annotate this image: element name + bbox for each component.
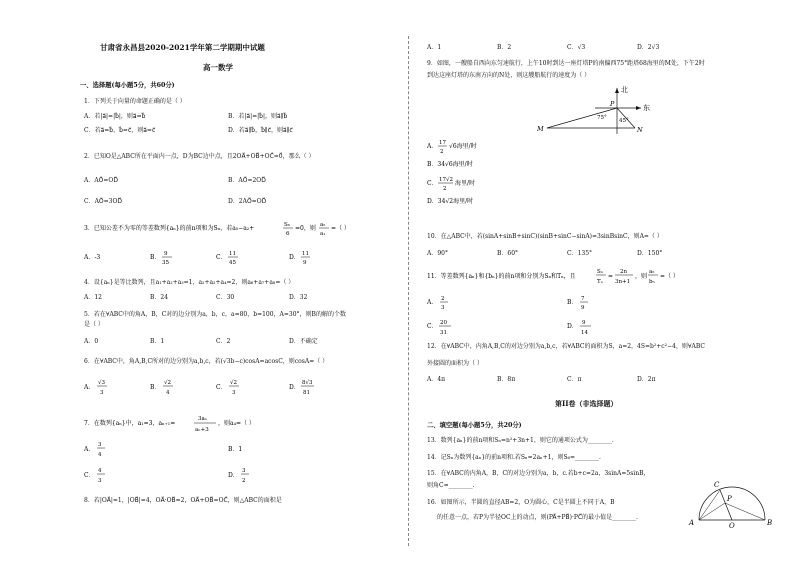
- svg-text:，则a₄=（ ）: ，则a₄=（ ）: [218, 420, 255, 427]
- svg-text:3: 3: [98, 478, 102, 484]
- svg-text:a₁: a₁: [320, 231, 326, 237]
- svg-text:B．34√6海里/时: B．34√6海里/时: [427, 161, 473, 168]
- q15-text-2: 则角C=________.: [427, 482, 475, 489]
- q5-option-a: A．0: [84, 338, 99, 345]
- svg-text:11．等差数列{aₙ}和{bₙ}的前n项和分别为Sₙ和Tₙ，: 11．等差数列{aₙ}和{bₙ}的前n项和分别为Sₙ和Tₙ，且: [427, 273, 576, 280]
- q12-stem-2: 外接圆的面积为（ ）: [427, 360, 483, 367]
- q1-option-c: C．若a⃗=b⃗，b⃗=c⃗，则a⃗=c⃗: [84, 127, 156, 134]
- svg-text:17: 17: [439, 140, 446, 146]
- svg-text:11: 11: [302, 251, 309, 257]
- svg-text:4: 4: [166, 390, 170, 396]
- svg-text:√6海里/时: √6海里/时: [449, 143, 477, 150]
- svg-text:4: 4: [98, 468, 102, 474]
- semicircle: [699, 487, 765, 520]
- q3-stem: [84, 218, 414, 238]
- svg-text:√3: √3: [98, 380, 106, 386]
- svg-text:C．: C．: [216, 384, 227, 391]
- north-arrow-icon: [615, 88, 619, 93]
- svg-text:D．: D．: [567, 323, 578, 330]
- svg-text:√2: √2: [164, 380, 172, 386]
- svg-text:20: 20: [440, 320, 447, 326]
- svg-text:45: 45: [229, 260, 236, 266]
- point-b-label: B: [767, 519, 773, 527]
- subject-title: 高一数学: [203, 63, 233, 72]
- svg-text:A．: A．: [427, 143, 438, 150]
- svg-text:aₙ+3: aₙ+3: [195, 427, 209, 433]
- q11-options: [427, 292, 727, 342]
- q1-stem: 1．下列关于向量的命题正确的是（ ）: [84, 98, 186, 105]
- svg-text:S₆: S₆: [284, 222, 290, 228]
- section-heading: 一、选择题(每小题5分，共60分): [80, 82, 175, 89]
- part2-heading: 第II卷（非选择题）: [555, 399, 618, 408]
- svg-text:a₅: a₅: [320, 222, 326, 228]
- svg-text:A．-3: A．-3: [84, 254, 101, 261]
- point-a-label: A: [689, 519, 695, 527]
- q5-stem-2: 是（ ）: [84, 321, 104, 328]
- svg-text:海里/时: 海里/时: [455, 180, 476, 187]
- svg-text:3: 3: [232, 390, 236, 396]
- q8-option-c: C．√3: [567, 44, 586, 51]
- q13-text: 13．数列{aₙ}的前n项和Sₙ=n²+3n+1，则它的通项公式为________.: [427, 437, 614, 444]
- svg-text:2n: 2n: [620, 269, 628, 275]
- svg-text:2: 2: [242, 478, 246, 484]
- q2-option-c: C．AO⃗=3OD⃗: [84, 198, 123, 205]
- angle-45-label: 45°: [619, 118, 629, 124]
- svg-text:8√3: 8√3: [302, 380, 313, 386]
- svg-text:Sₙ: Sₙ: [597, 269, 604, 275]
- point-c-label: C: [714, 481, 720, 489]
- q12-option-d: D．2π: [637, 376, 656, 383]
- svg-text:31: 31: [440, 330, 447, 336]
- q8-stem: 8．若|OA⃗|=1，|OB⃗|=4，OA⃗·OB⃗=2，OA⃗+OB⃗=OC⃗，则△ABC的面积是: [84, 497, 282, 504]
- angle-75-label: 75°: [597, 115, 607, 121]
- svg-text:=: =: [608, 273, 614, 280]
- q12-option-b: B．8π: [497, 376, 516, 383]
- svg-text:3: 3: [242, 468, 246, 474]
- svg-text:B．: B．: [567, 299, 578, 306]
- left-column: [78, 0, 448, 562]
- q9-stem: 9．如图，一艘船自西向东匀速航行，上午10时到达一座灯塔P的南偏西75°距塔68海里的M处，下午2时: [427, 60, 705, 67]
- svg-text:2: 2: [443, 186, 447, 192]
- q5-stem: 5．若在∀ABC中的角A，B，C对的边分别为a，b，c，a=80，b=100，A=30°，则B的解的个数: [84, 311, 346, 318]
- svg-text:√2: √2: [230, 380, 238, 386]
- svg-text:7: 7: [581, 296, 585, 302]
- q7-options-row1: [84, 438, 414, 460]
- east-arrow-icon: [636, 106, 641, 110]
- q9-options: [427, 136, 627, 216]
- svg-text:3．已知公差不为零的等差数列{aₙ}的前n项和为Sₙ，若a₅: 3．已知公差不为零的等差数列{aₙ}的前n项和为Sₙ，若a₅−a₂+: [84, 225, 255, 232]
- point-p-label: P: [727, 495, 732, 503]
- q5-option-d: D．不确定: [289, 338, 318, 345]
- svg-text:=0，则: =0，则: [295, 225, 316, 232]
- svg-text:14: 14: [581, 330, 588, 336]
- q2-option-d: D．2AO⃗=OD⃗: [228, 198, 267, 205]
- q2-stem: 2．已知O是△ABC所在平面内一点，D为BC边中点，且2OA⃗+OB⃗+OC⃗=0⃗，那么（ ）: [84, 153, 315, 160]
- point-o-label: O: [729, 522, 735, 528]
- q16-text-2: 的任意一点，若P为半径OC上的动点，则(PA⃗+PB⃗)·PC⃗的最小值是________.: [437, 514, 639, 521]
- svg-text:=（ ）: =（ ）: [660, 273, 679, 280]
- q6-stem: 6．在∀ABC中，角A,B,C所对的边分别为a,b,c，若(√3b−c)cosA=acosC，则cosA=（ ）: [84, 358, 329, 365]
- right-column: [425, 0, 794, 562]
- svg-text:C．: C．: [216, 254, 227, 261]
- q12-option-c: C．π: [567, 376, 582, 383]
- q8-option-b: B．2: [497, 44, 512, 51]
- point-n-label: N: [637, 126, 643, 134]
- q4-stem: 4．设{aₙ}是等比数列，且a₁+a₂+a₃=1，a₂+a₃+a₄=2，则a₆+a₇+a₈=（ ）: [84, 279, 295, 286]
- svg-text:11: 11: [229, 251, 236, 257]
- svg-text:3n+1: 3n+1: [615, 279, 631, 285]
- svg-text:A．: A．: [84, 384, 95, 391]
- svg-text:81: 81: [303, 390, 310, 396]
- svg-text:a₅: a₅: [649, 269, 655, 275]
- q16-figure: [687, 476, 777, 528]
- q9-figure: [535, 84, 695, 136]
- svg-text:D．: D．: [289, 254, 300, 261]
- svg-text:3: 3: [98, 442, 102, 448]
- q5-option-b: B．1: [150, 338, 165, 345]
- q9-stem-2: 到达这座灯塔的东南方向的N处，则这艘船航行的速度为（ ）: [427, 72, 591, 79]
- q1-option-a: A．若|a⃗|=|b⃗|，则a⃗=b⃗: [84, 113, 146, 120]
- svg-text:35: 35: [162, 260, 169, 266]
- svg-text:9: 9: [581, 305, 585, 311]
- q8-option-d: D．2√3: [637, 44, 660, 51]
- svg-text:b₅: b₅: [649, 279, 655, 285]
- svg-text:7．在数列{aₙ}中，a₁=3，aₙ₊₁=: 7．在数列{aₙ}中，a₁=3，aₙ₊₁=: [84, 420, 176, 427]
- svg-text:C．: C．: [427, 323, 438, 330]
- q4-option-a: A．12: [84, 294, 102, 301]
- q10-option-b: B．60°: [497, 250, 519, 257]
- q15-text: 15．在∀ABC的内角A，B，C的对边分别为a，b，c.若b+c=2a，3sinA=5sinB，: [427, 470, 650, 477]
- point-m-label: M: [537, 125, 544, 133]
- svg-text:B．: B．: [150, 384, 161, 391]
- svg-text:3aₙ: 3aₙ: [198, 416, 208, 422]
- svg-text:B．: B．: [150, 254, 161, 261]
- svg-text:A．: A．: [84, 446, 95, 453]
- svg-text:2: 2: [441, 296, 445, 302]
- svg-text:A．: A．: [427, 299, 438, 306]
- q5-option-c: C．2: [216, 338, 231, 345]
- svg-text:9: 9: [582, 320, 586, 326]
- q4-option-c: C．30: [216, 294, 235, 301]
- svg-text:3: 3: [100, 390, 104, 396]
- svg-text:6: 6: [286, 231, 290, 237]
- q6-options: [84, 376, 414, 398]
- svg-text:D．34√2海里/时: D．34√2海里/时: [427, 198, 474, 205]
- svg-text:D．: D．: [228, 472, 239, 479]
- exam-title: 甘肃省永昌县2020-2021学年第二学期期中试题: [100, 43, 265, 52]
- q10-option-a: A．90°: [427, 250, 448, 257]
- q1-option-b: B．若|a⃗|=|b⃗|，则a⃗∥b⃗: [228, 113, 288, 120]
- svg-text:17√2: 17√2: [439, 177, 454, 183]
- q4-option-d: D．32: [289, 294, 308, 301]
- svg-text:，则: ，则: [635, 273, 648, 280]
- q10-stem: 10．在△ABC中，若(sinA+sinB+sinC)(sinB+sinC−sinA)=3sinBsinC，则A=（ ）: [427, 233, 663, 240]
- svg-text:9: 9: [164, 251, 168, 257]
- q12-stem: 12．在∀ABC中，内角A,B,C的对边分别为a,b,c，若∀ABC的面积为S，a=2，4S=b²+c²−4，则∀ABC: [427, 343, 705, 350]
- q16-text: 16．如图所示，半圆的直径AB=2，O为圆心，C是半圆上不同于A，B: [427, 499, 615, 506]
- q14-text: 14．记Sₙ为数列{aₙ}的前n项和.若Sₙ=2aₙ+1，则S₆=________.: [427, 454, 601, 461]
- svg-text:D．: D．: [289, 384, 300, 391]
- q7-options-row2: [84, 464, 414, 486]
- q4-option-b: B．24: [150, 294, 169, 301]
- q2-option-a: A．AO⃗=OD⃗: [84, 177, 118, 184]
- svg-text:2: 2: [440, 149, 444, 155]
- q3-options: [84, 247, 414, 267]
- q7-stem: [84, 413, 414, 435]
- svg-text:B．1: B．1: [228, 446, 243, 453]
- east-label: 东: [643, 104, 650, 112]
- svg-text:Tₙ: Tₙ: [597, 279, 604, 285]
- north-label: 北: [621, 86, 628, 94]
- point-p-label: P: [610, 100, 615, 108]
- fill-in-section-heading: 二、填空题(每小题5分，共20分): [427, 422, 522, 429]
- svg-text:9: 9: [303, 260, 307, 266]
- svg-text:C．: C．: [427, 180, 438, 187]
- q11-stem: [427, 265, 787, 289]
- q10-option-d: D．150°: [637, 250, 663, 257]
- q2-option-b: B．AO⃗=2OD⃗: [228, 177, 266, 184]
- svg-text:=（ ）: =（ ）: [331, 225, 350, 232]
- svg-text:3: 3: [441, 305, 445, 311]
- q10-option-c: C．135°: [567, 250, 593, 257]
- q12-option-a: A．4π: [427, 376, 446, 383]
- q1-option-d: D．若a⃗∥b⃗，b⃗∥c⃗，则a⃗∥c⃗: [228, 127, 293, 134]
- q8-option-a: A．1: [427, 44, 442, 51]
- svg-text:C．: C．: [84, 472, 95, 479]
- segment-pa: [699, 503, 725, 520]
- svg-text:4: 4: [98, 452, 102, 458]
